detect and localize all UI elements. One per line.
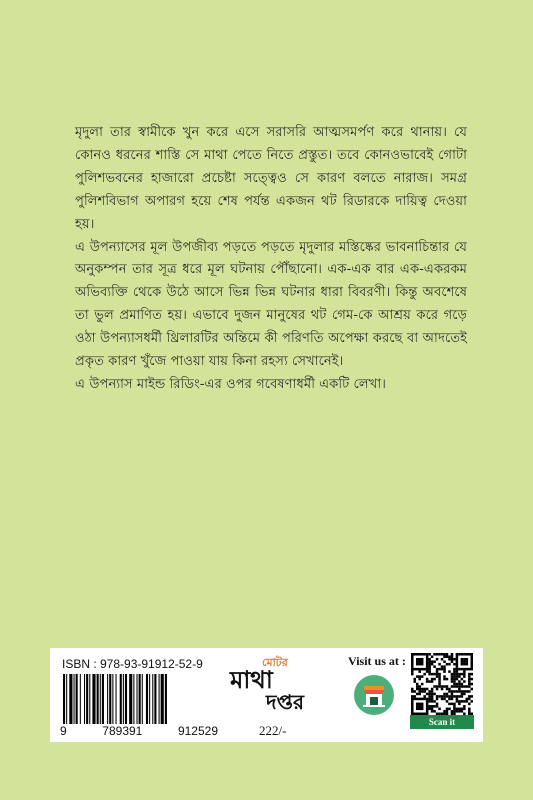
barcode-digit-left: 789391 [102,724,143,738]
scan-label: Scan it [410,715,474,729]
barcode-digit-right: 912529 [177,724,218,738]
barcode-digit-lead: 9 [60,724,67,738]
blurb-paragraph-2: এ উপন্যাসের মূল উপজীব্য পড়তে পড়তে মৃদুলার মস্তিষ্কের ভাবনাচিন্তার যে অনুকম্পন তার সূত্র ধরে মূল ঘটনায় পৌঁছানো। এক-এক বার এক-একরকম অভিব্যক্তি থেকে উঠে আসে ভিন্ন ভিন্ন ঘটনার ধারা বিবরণী। কিন্তু অবশেষে তা ভুল প্রমাণিত হয়। এভাবে দুজন মানুষের থট গেম-কে আশ্রয় করে গড়ে ওঠা উপন্যাসধর্মী থ্রিলারটির অন্তিমে কী পরিণতি অপেক্ষা করছে বা আদতেই প্রকৃত কারণ খুঁজে পাওয়া যায় কিনা রহস্য সেখানেই। [75,239,467,370]
qr-code [411,653,473,715]
barcode [63,674,211,724]
isbn-label: ISBN : 978-93-91912-52-9 [62,657,203,671]
barcode-digits [60,724,218,738]
publisher-logo [230,654,316,714]
visit-label: Visit us at : [348,654,406,668]
back-cover-blurb [75,122,467,397]
publisher-logo-top: মোটর [262,656,288,669]
publisher-logo-main: মাথা [230,665,273,694]
info-panel [50,648,483,742]
price: 222/- [259,723,287,738]
storefront-icon [354,675,394,715]
blurb-paragraph-3: এ উপন্যাস মাইন্ড রিডিং-এর ওপর গবেষণাধর্মী একটি লেখা। [75,376,386,392]
blurb-paragraph-1: মৃদুলা তার স্বামীকে খুন করে এসে সরাসরি আত্মসমর্পণ করে থানায়। যে কোনও ধরনের শাস্তি সে মাথা পেতে নিতে প্রস্তুত। তবে কোনওভাবেই গোটা পুলিশভবনের হাজারো প্রচেষ্টা সত্ত্বেও সে কারণ বলতে নারাজ। সমগ্র পুলিশবিভাগ অপারগ হয়ে শেষ পর্যন্ত একজন থট রিডারকে দায়িত্ব দেওয়া হয়। [75,125,467,232]
publisher-logo-bottom: দপ্তর [266,690,304,714]
